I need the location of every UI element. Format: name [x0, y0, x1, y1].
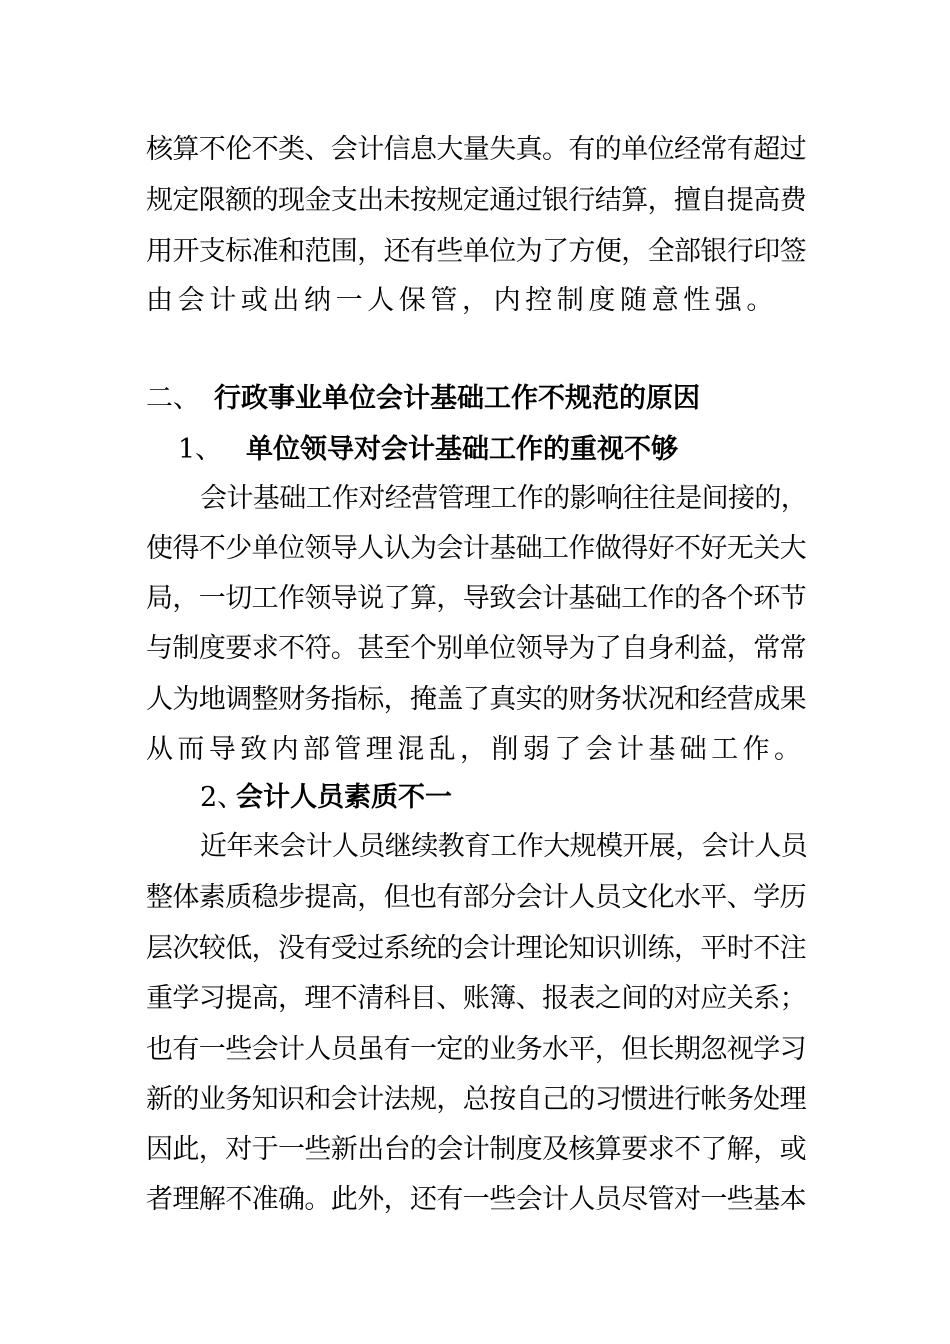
- paragraph-line: 因此，对于一些新出台的会计制度及核算要求不了解，或: [146, 1134, 806, 1165]
- paragraph-line: 者理解不准确。此外，还有一些会计人员尽管对一些基本: [146, 1184, 806, 1215]
- section-number: 二、: [146, 383, 200, 414]
- paragraph-line: 从而导致内部管理混乱，削弱了会计基础工作。: [146, 734, 806, 765]
- paragraph-line: 局，一切工作领导说了算，导致会计基础工作的各个环节: [146, 583, 806, 614]
- paragraph-line: 使得不少单位领导人认为会计基础工作做得好不好无关大: [146, 533, 806, 564]
- paragraph-line: 整体素质稳步提高，但也有部分会计人员文化水平、学历: [146, 882, 806, 913]
- paragraph-line: 由会计或出纳一人保管，内控制度随意性强。: [146, 285, 778, 316]
- paragraph-line: 重学习提高，理不清科目、账簿、报表之间的对应关系；: [146, 983, 806, 1014]
- subsection-title: 单位领导对会计基础工作的重视不够: [246, 434, 678, 465]
- section-title: 行政事业单位会计基础工作不规范的原因: [214, 383, 700, 414]
- subsection-title: 会计人员素质不一: [236, 782, 452, 813]
- paragraph-line: 近年来会计人员继续教育工作大规模开展，会计人员: [200, 831, 808, 862]
- paragraph-line: 核算不伦不类、会计信息大量失真。有的单位经常有超过: [146, 134, 806, 165]
- paragraph-line: 会计基础工作对经营管理工作的影响往往是间接的，: [200, 483, 808, 514]
- paragraph-line: 与制度要求不符。甚至个别单位领导为了自身利益，常常: [146, 633, 806, 664]
- paragraph-line: 层次较低，没有受过系统的会计理论知识训练，平时不注: [146, 933, 806, 964]
- paragraph-line: 也有一些会计人员虽有一定的业务水平，但长期忽视学习: [146, 1034, 806, 1065]
- subsection-number: 1、: [178, 434, 223, 465]
- paragraph-line: 规定限额的现金支出未按规定通过银行结算，擅自提高费: [146, 185, 806, 216]
- subsection-number: 2、: [200, 782, 245, 813]
- paragraph-line: 人为地调整财务指标，掩盖了真实的财务状况和经营成果: [146, 684, 806, 715]
- paragraph-line: 用开支标准和范围，还有些单位为了方便，全部银行印签: [146, 236, 806, 267]
- paragraph-line: 新的业务知识和会计法规，总按自己的习惯进行帐务处理: [146, 1084, 806, 1115]
